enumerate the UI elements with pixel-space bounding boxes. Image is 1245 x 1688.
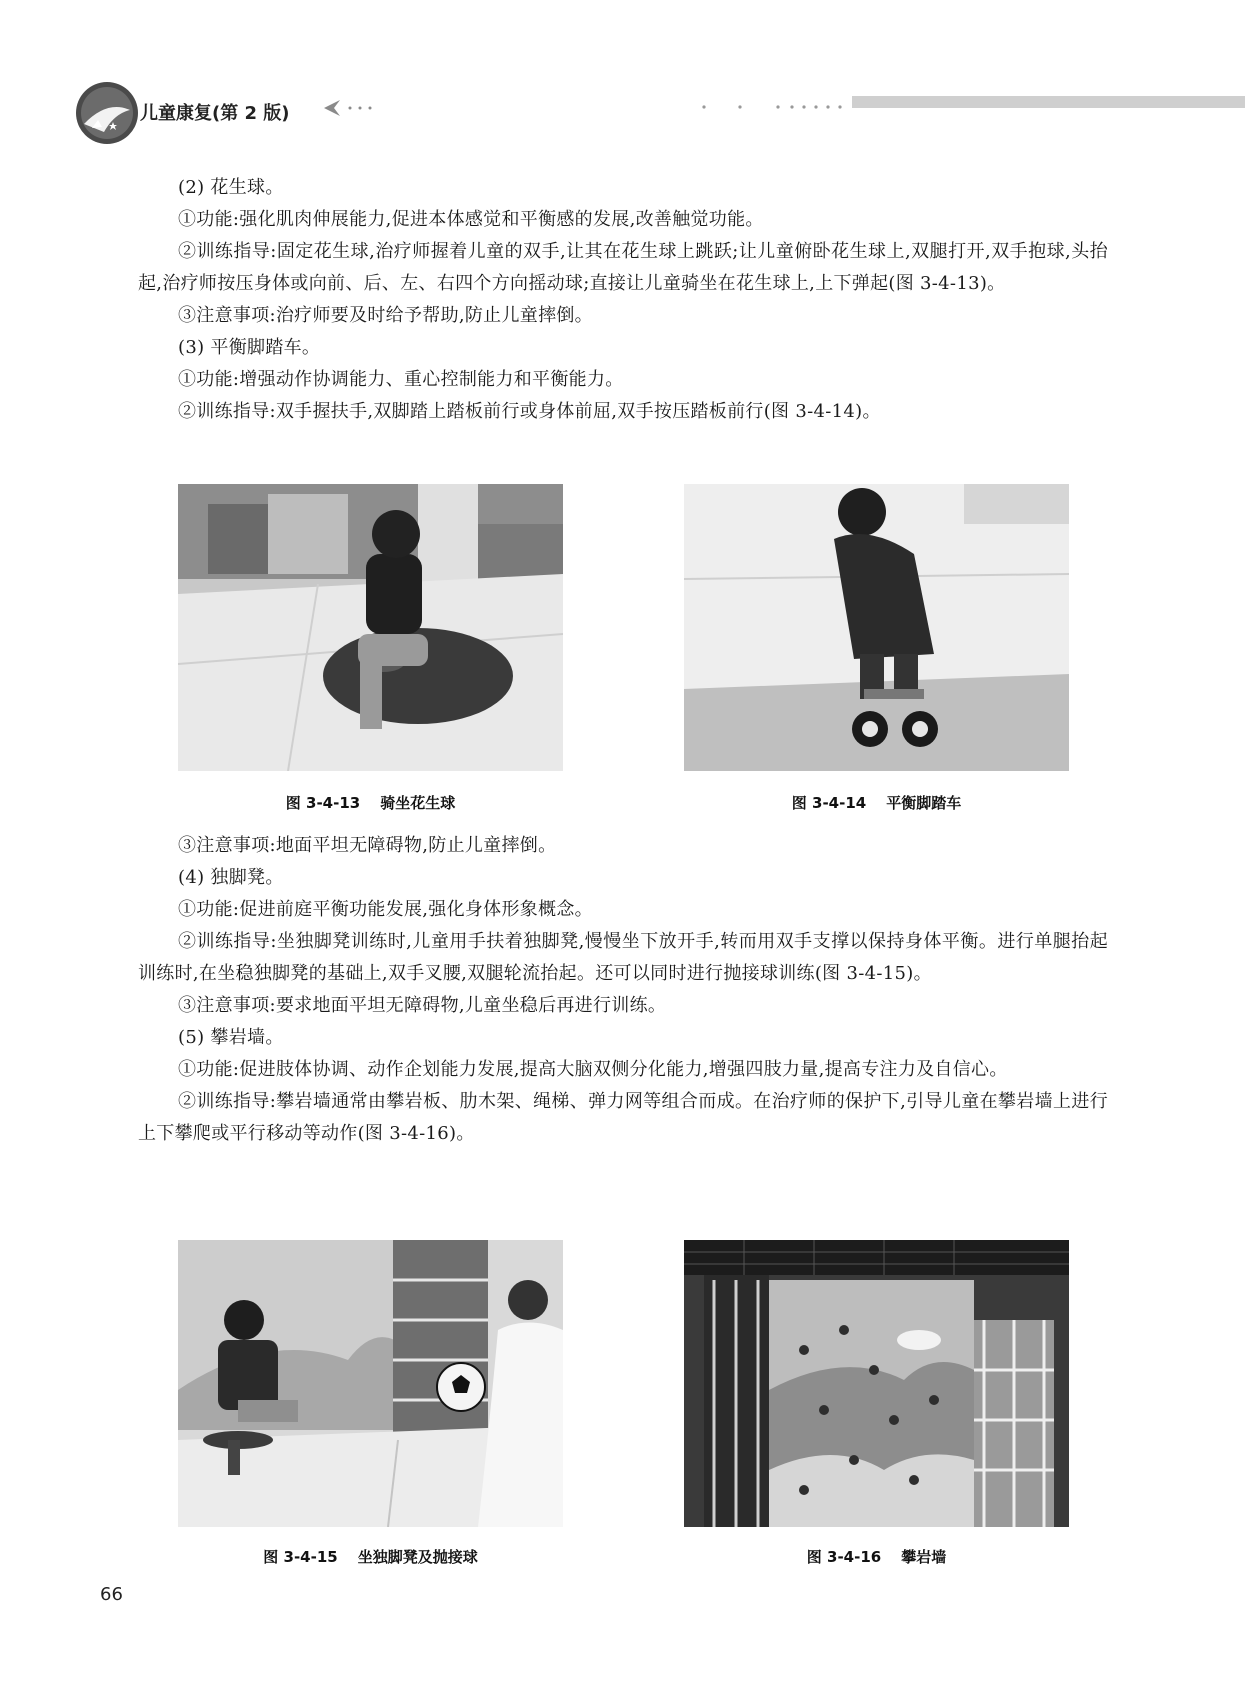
figure-caption (178, 1546, 563, 1567)
header-bar (852, 96, 1245, 108)
heading-climbing-wall: (5) 攀岩墙。 (178, 1027, 284, 1048)
figure-caption (684, 1546, 1069, 1567)
page-number: 66 (100, 1584, 123, 1605)
figure-title: 攀岩墙 (901, 1548, 947, 1566)
figure-photo-single-leg-stool (178, 1240, 563, 1527)
dots-decoration (700, 104, 850, 110)
figure-photo-balance-bike (684, 484, 1069, 771)
paragraph: ③注意事项:要求地面平坦无障碍物,儿童坐稳后再进行训练。 (178, 995, 667, 1016)
arrow-decoration-icon (320, 96, 380, 120)
figure-number: 图 3-4-14 (791, 794, 867, 812)
figure-number: 图 3-4-15 (263, 1548, 338, 1566)
section-peanut-ball-and-bike (138, 172, 1108, 428)
paragraph: ②训练指导:固定花生球,治疗师握着儿童的双手,让其在花生球上跳跃;让儿童俯卧花生球上,双腿打开,双手抱球,头抬起,治疗师按压身体或向前、后、左、右四个方向摇动球;直接让儿童骑坐在花生球上,上下弹起(图 3-4-13)。 (138, 241, 1108, 294)
figure-title: 平衡脚踏车 (886, 794, 962, 812)
page-header (0, 0, 1245, 150)
paragraph: ②训练指导:双手握扶手,双脚踏上踏板前行或身体前屈,双手按压踏板前行(图 3-4-14)。 (178, 401, 881, 422)
heading-peanut-ball: (2) 花生球。 (178, 177, 284, 198)
paragraph: ①功能:促进前庭平衡功能发展,强化身体形象概念。 (178, 899, 593, 920)
paragraph: ②训练指导:坐独脚凳训练时,儿童用手扶着独脚凳,慢慢坐下放开手,转而用双手支撑以保持身体平衡。进行单腿抬起训练时,在坐稳独脚凳的基础上,双手叉腰,双腿轮流抬起。还可以同时进行抛接球训练(图 3-4-15)。 (138, 931, 1108, 984)
figure-caption (684, 792, 1069, 813)
figure-title: 骑坐花生球 (380, 794, 456, 812)
figure-number: 图 3-4-13 (285, 794, 361, 812)
book-title: 儿童康复(第 2 版) (140, 103, 290, 124)
figure-photo-peanut-ball (178, 484, 563, 771)
paragraph: ③注意事项:治疗师要及时给予帮助,防止儿童摔倒。 (178, 305, 593, 326)
figure-title: 坐独脚凳及抛接球 (357, 1548, 478, 1566)
heading-single-leg-stool: (4) 独脚凳。 (178, 867, 284, 888)
paragraph: ②训练指导:攀岩墙通常由攀岩板、肋木架、绳梯、弹力网等组合而成。在治疗师的保护下,引导儿童在攀岩墙上进行上下攀爬或平行移动等动作(图 3-4-16)。 (138, 1091, 1108, 1144)
book-logo (74, 80, 140, 146)
paragraph: ③注意事项:地面平坦无障碍物,防止儿童摔倒。 (178, 835, 557, 856)
figure-photo-climbing-wall (684, 1240, 1069, 1527)
heading-balance-bike: (3) 平衡脚踏车。 (178, 337, 321, 358)
paragraph: ①功能:强化肌肉伸展能力,促进本体感觉和平衡感的发展,改善触觉功能。 (178, 209, 764, 230)
section-single-leg-stool-and-climbing-wall (138, 830, 1108, 1150)
figure-number: 图 3-4-16 (806, 1548, 882, 1566)
paragraph: ①功能:增强动作协调能力、重心控制能力和平衡能力。 (178, 369, 624, 390)
paragraph: ①功能:促进肢体协调、动作企划能力发展,提高大脑双侧分化能力,增强四肢力量,提高专注力及自信心。 (178, 1059, 1008, 1080)
figure-caption (178, 792, 563, 813)
